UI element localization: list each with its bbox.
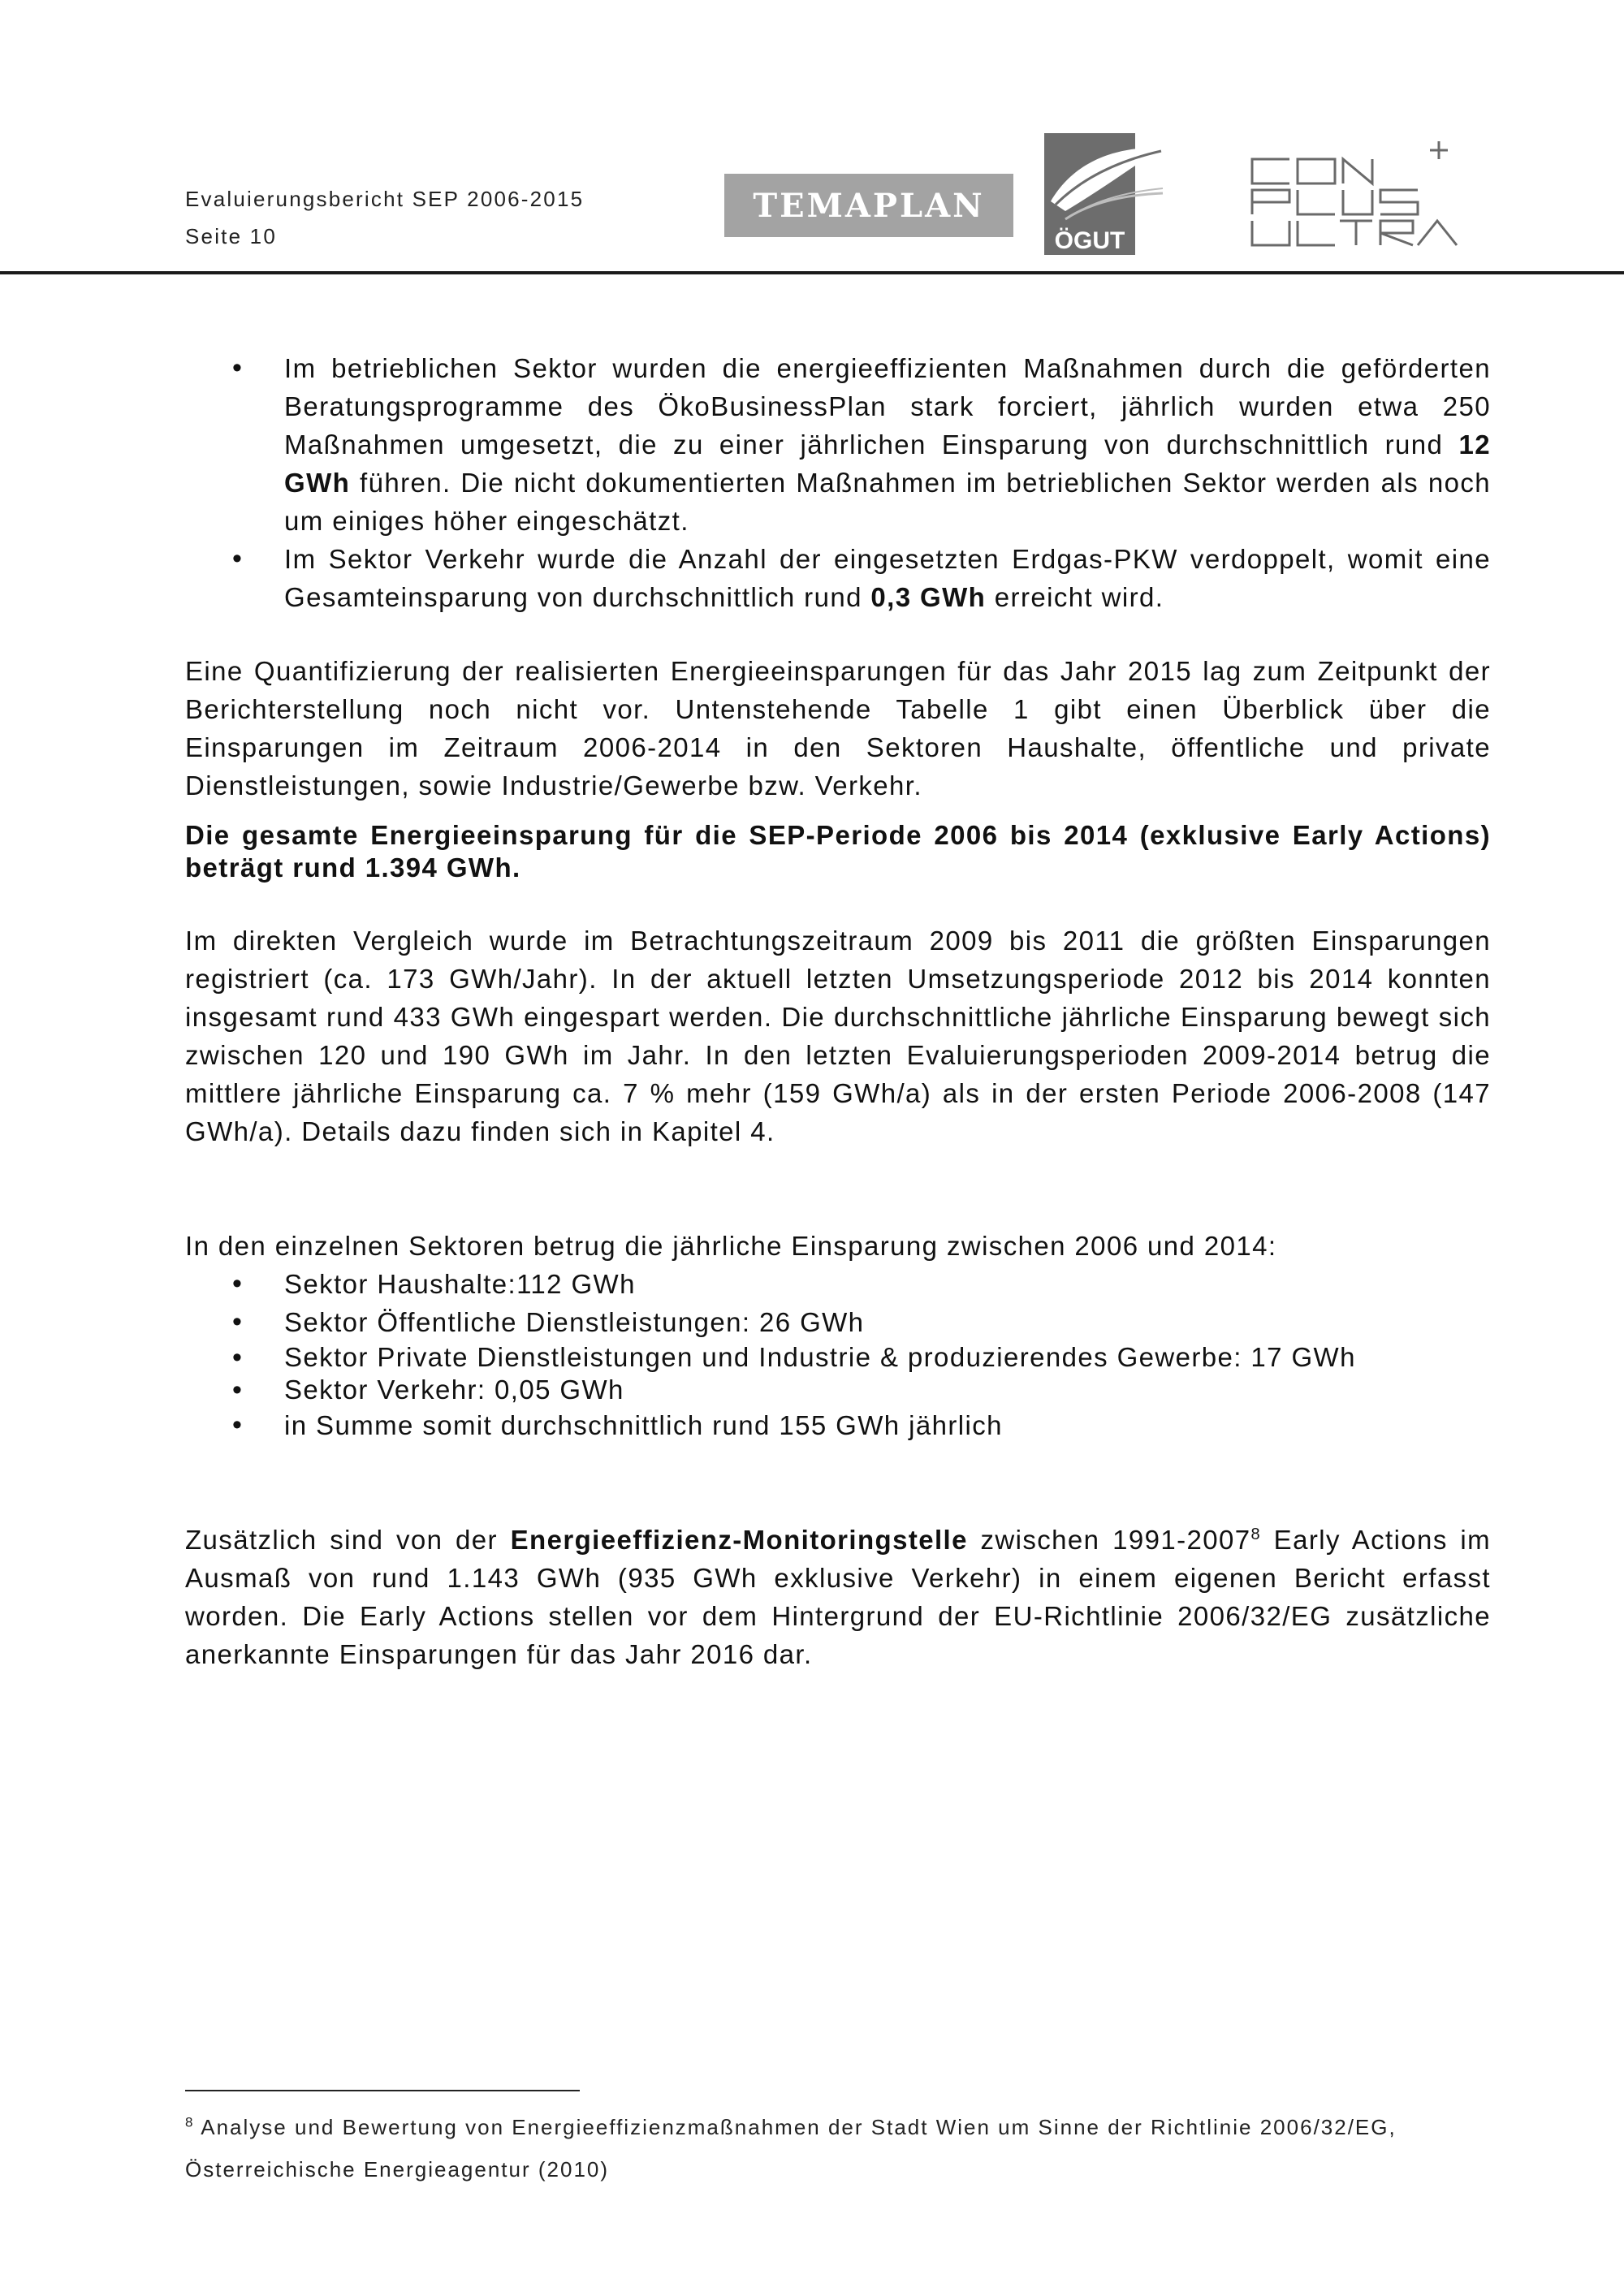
total-savings-statement: Die gesamte Energieeinsparung für die SEP-Periode 2006 bis 2014 (exklusive Early Actions) beträgt rund 1.394 GWh. bbox=[185, 820, 1491, 883]
page-header bbox=[0, 0, 1624, 276]
comparison-paragraph: Im direkten Vergleich wurde im Betrachtungszeitraum 2009 bis 2011 die größten Einsparungen registriert (ca. 173 GWh/Jahr). In der aktuell letzten Umsetzungsperiode 2012 bis 2014 konnten insgesamt rund 433 GWh eingespart werden. Die durchschnittliche jährliche Einsparung bewegt sich zwischen 120 und 190 GWh im Jahr. In den letzten Evaluierungsperioden 2009-2014 betrug die mittlere jährliche Einsparung ca. 7 % mehr (159 GWh/a) als in der ersten Periode 2006-2008 (147 GWh/a). Details dazu finden sich in Kapitel 4. bbox=[185, 926, 1491, 1146]
list-item: • Im betrieblichen Sektor wurden die energieeffizienten Maßnahmen durch die geförderten Beratungsprogramme des ÖkoBusinessPlan stark forciert, jährlich wurden etwa 250 Maßnahmen umgesetzt, die zu einer jährlichen Einsparung von durchschnittlich rund 12 GWh führen. Die nicht dokumentierten Maßnahmen im betrieblichen Sektor werden als noch um einiges höher eingeschätzt. bbox=[185, 349, 1491, 540]
temaplan-logo: TEMAPLAN bbox=[724, 174, 1013, 237]
measures-list bbox=[185, 349, 1491, 616]
list-item: • in Summe somit durchschnittlich rund 155 GWh jährlich bbox=[185, 1406, 1491, 1444]
early-actions-paragraph: Zusätzlich sind von der Energieeffizienz-Monitoringstelle zwischen 1991-2007$^8$ Early Actions im Ausmaß von rund 1.143 GWh (935 GWh exklusive Verkehr) in einem eigenen Bericht erfasst worden. Die Early Actions stellen vor dem Hintergrund der EU-Richtlinie 2006/32/EG zusätzliche anerkannte Einsparungen für das Jahr 2016 dar. bbox=[185, 1525, 1491, 1669]
report-title: Evaluierungsbericht SEP 2006-2015 bbox=[185, 187, 585, 211]
list-item: • Sektor Haushalte:112 GWh bbox=[185, 1265, 1491, 1303]
list-item: • Sektor Private Dienstleistungen und Industrie & produzierendes Gewerbe: 17 GWh bbox=[185, 1341, 1491, 1374]
sectors-list bbox=[185, 1265, 1491, 1444]
header-text bbox=[185, 180, 584, 255]
list-item: • Im Sektor Verkehr wurde die Anzahl der eingesetzten Erdgas-PKW verdoppelt, womit eine Gesamteinsparung von durchschnittlich rund 0,3 GWh erreicht wird. bbox=[185, 540, 1491, 616]
con-plus-ultra-logo bbox=[1250, 135, 1462, 265]
ogut-logo-text: ÖGUT bbox=[1054, 227, 1125, 254]
footnote bbox=[185, 2106, 1517, 2190]
sectors-intro: In den einzelnen Sektoren betrug die jährliche Einsparung zwischen 2006 und 2014: bbox=[185, 1231, 1277, 1261]
footnote-divider bbox=[185, 2090, 580, 2091]
page-number: Seite 10 bbox=[185, 224, 278, 248]
list-item: • Sektor Öffentliche Dienstleistungen: 26 GWh bbox=[185, 1303, 1491, 1341]
header-divider bbox=[0, 271, 1624, 274]
page-body bbox=[185, 349, 1491, 1673]
list-item: • Sektor Verkehr: 0,05 GWh bbox=[185, 1374, 1491, 1406]
ogut-logo bbox=[1041, 130, 1171, 260]
footnote-text: Analyse und Bewertung von Energieeffizienzmaßnahmen der Stadt Wien um Sinne der Richtlinie 2006/32/EG, Österreichische Energieagentur (2010) bbox=[185, 2115, 1397, 2182]
footnote-ref[interactable]: 8 bbox=[1250, 1526, 1262, 1543]
con-plus-ultra-text: CON PLUS ULTRA bbox=[1250, 135, 1258, 136]
quantification-paragraph: Eine Quantifizierung der realisierten Energieeinsparungen für das Jahr 2015 lag zum Zeitpunkt der Berichterstellung noch nicht vor. Untenstehende Tabelle 1 gibt einen Überblick über die Einsparungen im Zeitraum 2006-2014 in den Sektoren Haushalte, öffentliche und private Dienstleistungen, sowie Industrie/Gewerbe bzw. Verkehr. bbox=[185, 656, 1491, 801]
footnote-number: 8 bbox=[185, 2114, 195, 2130]
